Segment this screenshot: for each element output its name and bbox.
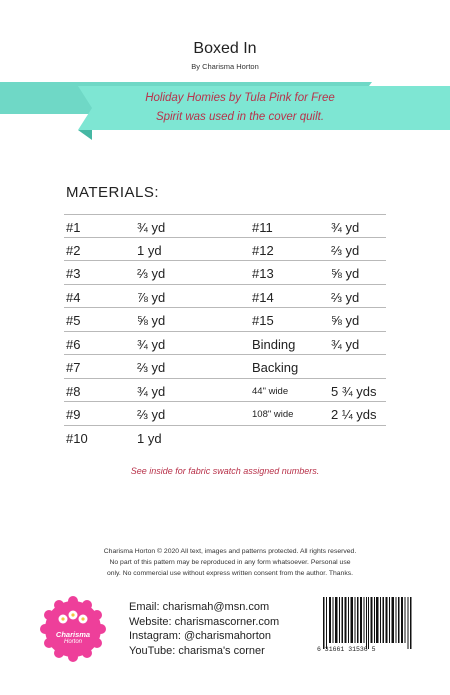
- fabric-yardage: ¾ yd: [137, 220, 166, 235]
- ribbon-line-1: Holiday Homies by Tula Pink for Free: [145, 92, 335, 104]
- table-row: [64, 308, 386, 332]
- logo-sub: Horton: [63, 639, 82, 645]
- table-row: [64, 402, 386, 426]
- pattern-title: Boxed In: [193, 40, 257, 57]
- table-row: [64, 379, 386, 403]
- fabric-number: #5: [66, 313, 81, 328]
- ribbon-caption: [100, 89, 380, 127]
- fabric-yardage: ⅝ yd: [331, 266, 360, 281]
- backing-width-108: 108" wide: [252, 409, 294, 420]
- fabric-number: #1: [66, 220, 81, 235]
- backing-width-44: 44" wide: [252, 385, 289, 397]
- fabric-yardage: 1 yd: [137, 430, 162, 446]
- fabric-number: #12: [252, 242, 274, 258]
- fabric-number: #13: [252, 266, 274, 281]
- author-byline: By Charisma Horton: [191, 62, 259, 71]
- copyright-notice: [50, 546, 410, 579]
- fabric-yardage: ⅔ yd: [137, 360, 166, 375]
- cover-quilt-ribbon: [0, 78, 450, 140]
- ribbon-line-2: Spirit was used in the cover quilt.: [155, 111, 325, 123]
- table-row: [64, 238, 386, 262]
- fabric-number: #3: [66, 266, 81, 281]
- contact-info: [129, 600, 279, 658]
- fabric-yardage: ⅔ yd: [137, 266, 166, 281]
- binding-label: Binding: [252, 336, 296, 352]
- materials-heading: MATERIALS:: [66, 184, 160, 201]
- backing-yardage-108: 2 ¼ yds: [331, 407, 377, 422]
- fabric-yardage: ⅔ yd: [137, 407, 166, 422]
- fabric-yardage: ⅝ yd: [137, 313, 166, 328]
- fabric-yardage: ⅔ yd: [331, 242, 360, 258]
- fabric-yardage: ¾ yd: [137, 336, 166, 352]
- backing-label: Backing: [252, 360, 299, 375]
- table-row: [64, 426, 386, 450]
- fabric-number: #8: [66, 383, 81, 399]
- fabric-yardage: ¾ yd: [331, 220, 360, 235]
- table-row: [64, 285, 386, 309]
- fabric-number: #4: [66, 289, 81, 305]
- logo-badge-icon: [40, 596, 106, 662]
- contact-youtube: YouTube: charisma's corner: [129, 644, 265, 657]
- table-row: [64, 355, 386, 379]
- fabric-number: #7: [66, 360, 81, 375]
- fabric-yardage: ¾ yd: [137, 383, 166, 399]
- contact-instagram: Instagram: @charismahorton: [129, 630, 272, 642]
- fabric-number: #14: [252, 289, 274, 305]
- contact-website: Website: charismascorner.com: [129, 615, 280, 628]
- fabric-number: #6: [66, 336, 81, 352]
- fabric-number: #15: [252, 313, 274, 328]
- table-row: [64, 332, 386, 356]
- table-row: [64, 214, 386, 238]
- fabric-yardage: 1 yd: [137, 242, 162, 258]
- copyright-line-3: only. No commercial use without express written consent from the author. Thanks.: [106, 570, 354, 577]
- table-row: [64, 261, 386, 285]
- fabric-number: #11: [252, 220, 273, 235]
- logo-name: Charisma: [55, 630, 91, 639]
- charisma-horton-logo: [40, 596, 106, 662]
- fabric-number: #9: [66, 407, 81, 422]
- fabric-yardage: ⅝ yd: [331, 313, 360, 328]
- fabric-number: #2: [66, 242, 81, 258]
- backing-yardage-44: 5 ¾ yds: [331, 383, 377, 399]
- fabric-number: #10: [66, 430, 88, 446]
- binding-yardage: ¾ yd: [331, 336, 360, 352]
- fabric-yardage: ⅞ yd: [137, 289, 166, 305]
- barcode-digits: 6 31661 31536 5: [317, 646, 376, 653]
- copyright-line-2: No part of this pattern may be reproduced in any form whatsoever. Personal use: [109, 559, 351, 566]
- contact-email: Email: charismah@msn.com: [129, 601, 270, 613]
- copyright-line-1: Charisma Horton © 2020 All text, images and patterns protected. All rights reserved.: [103, 548, 357, 555]
- fabric-yardage: ⅔ yd: [331, 289, 360, 305]
- swatch-note: See inside for fabric swatch assigned numbers.: [130, 466, 320, 476]
- materials-table: [64, 214, 386, 449]
